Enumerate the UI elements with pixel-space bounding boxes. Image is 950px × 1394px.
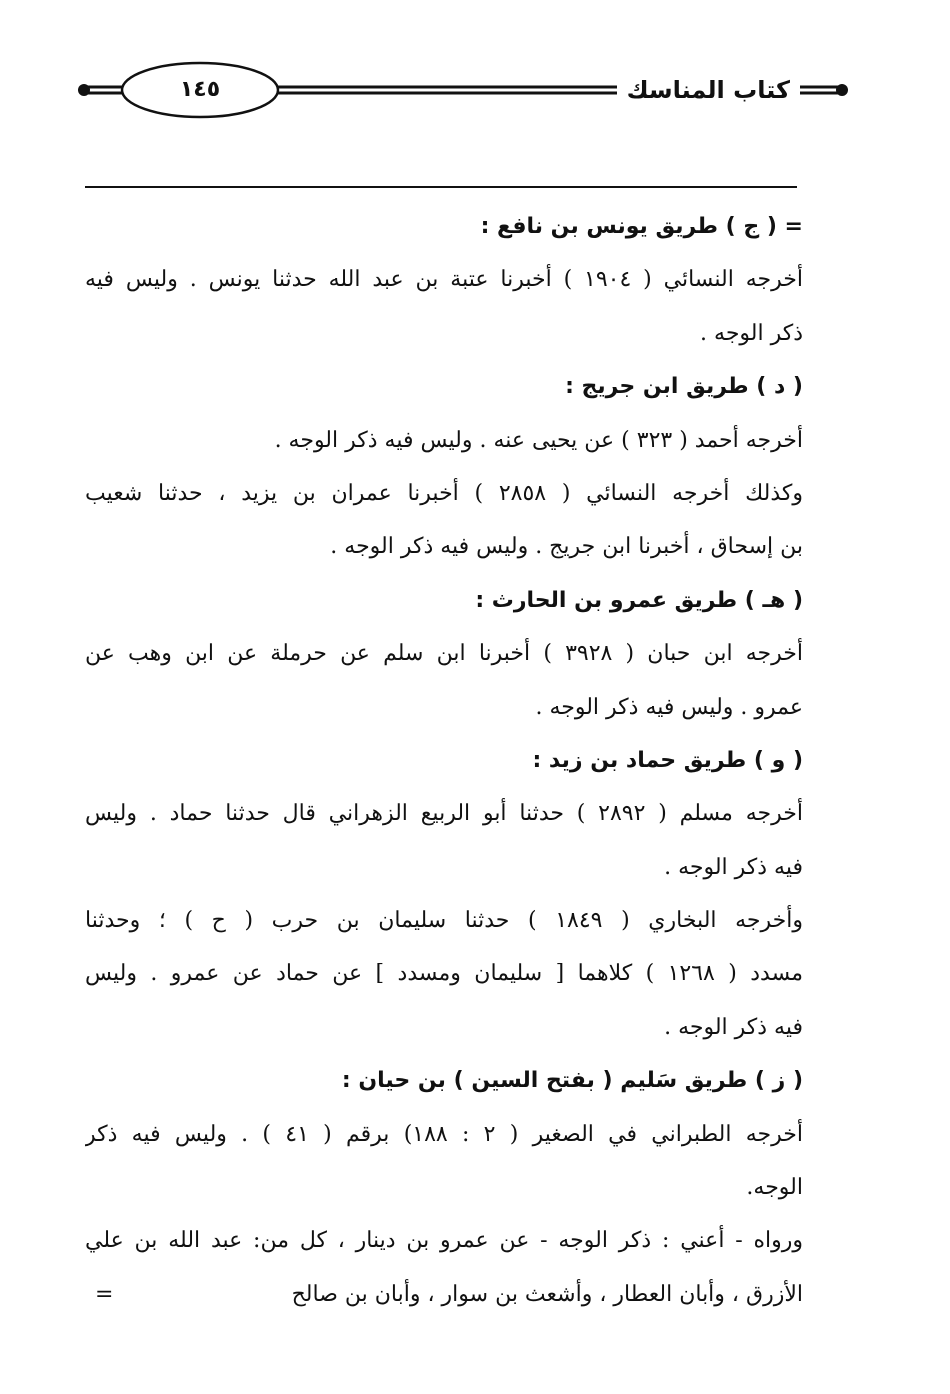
text-line-content: الأزرق ، وأبان العطار ، وأشعث بن سوار ، وأبان بن صالح (291, 1281, 803, 1307)
text-line: فيه ذكر الوجه . (664, 1014, 803, 1040)
text-line: ورواه - أعني : ذكر الوجه - عن عمرو بن دينار ، كل من: عبد الله بن علي (85, 1228, 803, 1254)
text-line: وأخرجه البخاري ( ١٨٤٩ ) حدثنا سليمان بن حرب ( ح ) ؛ وحدثنا (85, 908, 803, 934)
footnote-separator (85, 186, 797, 188)
text-line: أخرجه النسائي ( ١٩٠٤ ) أخبرنا عتبة بن عبد الله حدثنا يونس . وليس فيه (85, 267, 803, 293)
text-line: ( د ) طريق ابن جريج : (565, 374, 803, 400)
continuation-mark: = (95, 1281, 114, 1307)
text-line: فيه ذكر الوجه . (664, 854, 803, 880)
text-line: أخرجه أحمد ( ٣٢٣ ) عن يحيى عنه . وليس فيه ذكر الوجه . (274, 427, 803, 453)
text-line: ( و ) طريق حماد بن زيد : (532, 747, 803, 773)
running-header (70, 60, 860, 120)
text-line: بن إسحاق ، أخبرنا ابن جريج . وليس فيه ذكر الوجه . (330, 534, 803, 560)
book-title: كتاب المناسك (617, 70, 800, 110)
text-line: أخرجه ابن حبان ( ٣٩٢٨ ) أخبرنا ابن سلم عن حرملة عن ابن وهب عن (85, 641, 803, 667)
text-line: وكذلك أخرجه النسائي ( ٢٨٥٨ ) أخبرنا عمران بن يزيد ، حدثنا شعيب (85, 480, 803, 506)
text-line: أخرجه مسلم ( ٢٨٩٢ ) حدثنا أبو الربيع الزهراني قال حدثنا حماد . وليس (85, 801, 803, 827)
text-line: أخرجه الطبراني في الصغير ( ٢ : ١٨٨) برقم ( ٤١ ) . وليس فيه ذكر (85, 1121, 803, 1147)
text-line: ذكر الوجه . (700, 320, 803, 346)
text-line: ( ز ) طريق سَليم ( بفتح السين ) بن حيان : (341, 1068, 803, 1094)
text-line: الوجه. (746, 1175, 803, 1201)
text-line: مسدد ( ١٢٦٨ ) كلاهما [ سليمان ومسدد ] عن حماد عن عمرو . وليس (85, 961, 803, 987)
page-number: ١٤٥ (179, 77, 221, 102)
text-line: عمرو . وليس فيه ذكر الوجه . (535, 694, 803, 720)
text-line: ( هـ ) طريق عمرو بن الحارث : (475, 587, 803, 613)
footnote-text (85, 200, 803, 1321)
text-line: = ( ج ) طريق يونس بن نافع : (480, 214, 803, 239)
text-line (85, 1268, 803, 1321)
